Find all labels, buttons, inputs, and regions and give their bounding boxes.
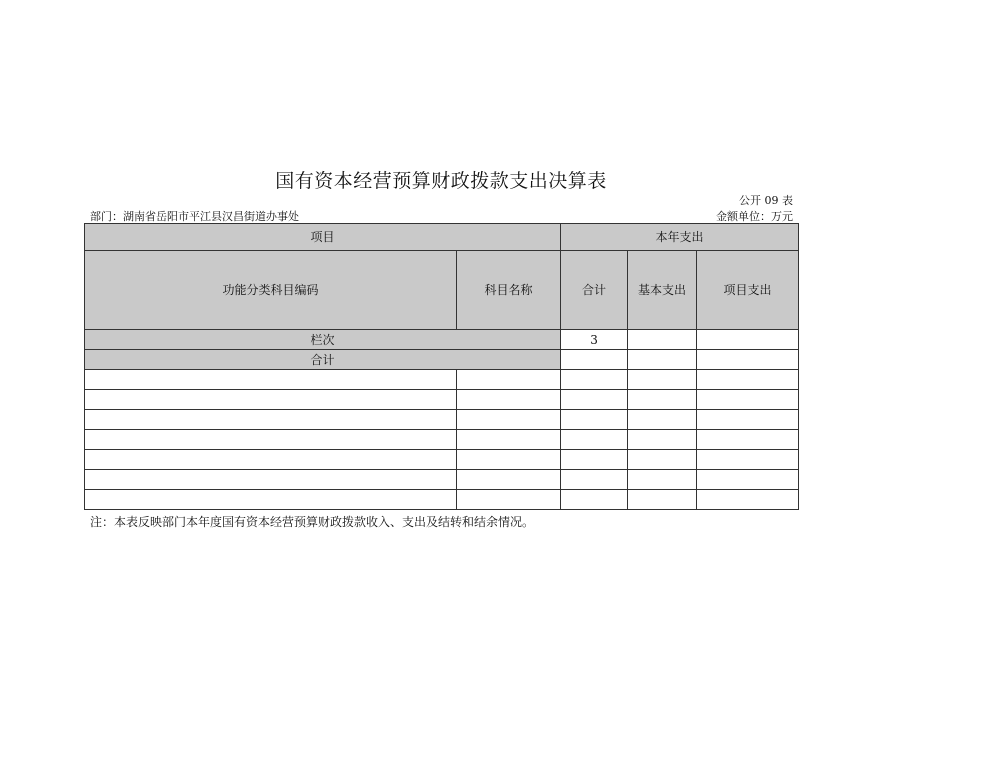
- table-cell: [697, 330, 799, 350]
- table-row: [85, 450, 799, 470]
- table-cell: [85, 430, 457, 450]
- table-cell: [697, 450, 799, 470]
- table-cell: [561, 450, 628, 470]
- header-project-expenditure: 项目支出: [697, 251, 799, 330]
- table-row: [85, 430, 799, 450]
- table-cell: [457, 430, 561, 450]
- table-row: [85, 490, 799, 510]
- header-total: 合计: [561, 251, 628, 330]
- column-number-row: [85, 330, 799, 350]
- header-row-2: [85, 251, 799, 330]
- header-function-code: 功能分类科目编码: [85, 251, 457, 330]
- table-cell: [561, 490, 628, 510]
- table-cell: [561, 430, 628, 450]
- report-title: 国有资本经营预算财政拨款支出决算表: [275, 170, 607, 192]
- table-row: [85, 470, 799, 490]
- table-cell: [697, 490, 799, 510]
- table-cell: [561, 350, 628, 370]
- table-cell: [85, 390, 457, 410]
- table-cell: [628, 470, 697, 490]
- table-cell: [697, 350, 799, 370]
- table-cell: [628, 490, 697, 510]
- table-cell: [85, 450, 457, 470]
- table-cell: [697, 390, 799, 410]
- table-cell: [697, 470, 799, 490]
- header-subject-name: 科目名称: [457, 251, 561, 330]
- table-cell: [457, 470, 561, 490]
- column-number-total: 3: [561, 330, 628, 350]
- header-current-year-expenditure: 本年支出: [561, 224, 799, 251]
- department-label: 部门：湖南省岳阳市平江县汉昌街道办事处: [90, 210, 299, 223]
- table-cell: [561, 410, 628, 430]
- table-row: [85, 370, 799, 390]
- table-cell: [628, 370, 697, 390]
- expenditure-table: [84, 223, 799, 510]
- table-cell: [628, 430, 697, 450]
- table-cell: [561, 390, 628, 410]
- table-cell: [628, 330, 697, 350]
- table-cell: [457, 450, 561, 470]
- total-row-label: 合计: [85, 350, 561, 370]
- empty-rows: [85, 370, 799, 510]
- table-cell: [628, 350, 697, 370]
- header-basic-expenditure: [628, 251, 697, 330]
- table-cell: [628, 390, 697, 410]
- table-row: [85, 410, 799, 430]
- footnote: 注：本表反映部门本年度国有资本经营预算财政拨款收入、支出及结转和结余情况。: [90, 515, 535, 529]
- total-row: [85, 350, 799, 370]
- table-cell: [85, 370, 457, 390]
- column-number-label: 栏次: [85, 330, 561, 350]
- table-cell: [85, 410, 457, 430]
- table-cell: [85, 490, 457, 510]
- table-cell: [628, 410, 697, 430]
- amount-unit-label: 金额单位：万元: [716, 210, 793, 223]
- table-cell: [697, 430, 799, 450]
- header-basic-expenditure-text: 基本支出: [638, 283, 687, 297]
- header-project: 项目: [85, 224, 561, 251]
- table-cell: [85, 470, 457, 490]
- form-number: 公开 09 表: [739, 194, 793, 207]
- table-cell: [697, 410, 799, 430]
- table-cell: [697, 370, 799, 390]
- header-row-1: [85, 224, 799, 251]
- table-cell: [457, 410, 561, 430]
- table-cell: [457, 490, 561, 510]
- table-cell: [561, 470, 628, 490]
- table-cell: [561, 370, 628, 390]
- table-cell: [457, 390, 561, 410]
- table-cell: [457, 370, 561, 390]
- table-row: [85, 390, 799, 410]
- table-cell: [628, 450, 697, 470]
